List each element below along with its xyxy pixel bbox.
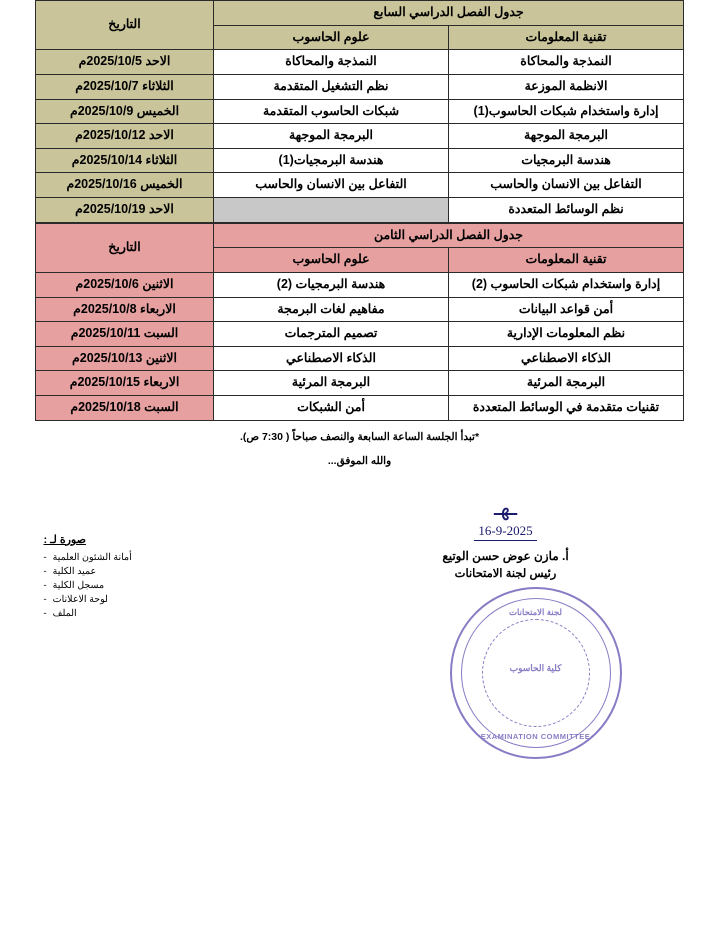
- table-row: [36, 173, 684, 198]
- cell-date: الاربعاء 2025/10/15م: [36, 371, 214, 396]
- footer-area: [36, 495, 684, 795]
- semester8-col-it: تقنية المعلومات: [449, 248, 684, 273]
- cell-it: البرمجة الموجهة: [449, 124, 684, 149]
- table-row: [36, 124, 684, 149]
- list-item: [44, 607, 274, 621]
- table-row: [36, 50, 684, 75]
- cell-cs: نظم التشغيل المتقدمة: [214, 74, 449, 99]
- semester7-date-header: التاريخ: [36, 1, 214, 50]
- cell-it: نظم المعلومات الإدارية: [449, 322, 684, 347]
- signatory-role: رئيس لجنة الامتحانات: [454, 567, 557, 580]
- table-row: [36, 148, 684, 173]
- semester7-col-it: تقنية المعلومات: [449, 25, 684, 50]
- cell-cs: التفاعل بين الانسان والحاسب: [214, 173, 449, 198]
- stamp-top-text: لجنة الامتحانات: [509, 606, 562, 617]
- table-row: [36, 198, 684, 223]
- semester8-table: [35, 223, 684, 421]
- cell-cs: هندسة البرمجيات(1): [214, 148, 449, 173]
- semester8-title: جدول الفصل الدراسي الثامن: [214, 223, 684, 248]
- cell-cs: أمن الشبكات: [214, 396, 449, 421]
- cell-it: أمن قواعد البيانات: [449, 297, 684, 322]
- cell-cs: تصميم المترجمات: [214, 322, 449, 347]
- signature-date: 16-9-2025: [474, 523, 536, 541]
- semester7-table: [35, 0, 684, 223]
- exam-time-note: *تبدأ الجلسة الساعة السابعة والنصف صباحاً ( 7:30 ص).: [239, 430, 480, 443]
- cell-date: الخميس 2025/10/9م: [36, 99, 214, 124]
- cc-item-label: مسجل الكلية: [52, 580, 105, 592]
- cell-it: تقنيات متقدمة في الوسائط المتعددة: [449, 396, 684, 421]
- cc-item-label: عميد الكلية: [52, 566, 97, 578]
- cell-it: نظم الوسائط المتعددة: [449, 198, 684, 223]
- semester8-col-cs: علوم الحاسوب: [214, 248, 449, 273]
- cell-it: الانظمة الموزعة: [449, 74, 684, 99]
- cell-it: هندسة البرمجيات: [449, 148, 684, 173]
- cell-cs: مفاهيم لغات البرمجة: [214, 297, 449, 322]
- stamp-mid-text: كلية الحاسوب: [509, 662, 562, 673]
- cell-date: الثلاثاء 2025/10/14م: [36, 148, 214, 173]
- cell-cs: هندسة البرمجيات (2): [214, 272, 449, 297]
- cell-date: الاحد 2025/10/5م: [36, 50, 214, 75]
- cell-it: النمذجة والمحاكاة: [449, 50, 684, 75]
- signature-block: [356, 495, 656, 580]
- cc-item-label: الملف: [52, 608, 77, 620]
- list-item: [44, 579, 274, 593]
- dash-icon: -: [43, 552, 47, 564]
- table-row: [36, 272, 684, 297]
- cc-title: صورة لـ :: [43, 533, 86, 546]
- cell-it: إدارة واستخدام شبكات الحاسوب (2): [449, 272, 684, 297]
- semester8-title-row: [36, 223, 684, 248]
- dash-icon: -: [43, 594, 47, 606]
- dash-icon: -: [43, 566, 47, 578]
- cell-it: إدارة واستخدام شبكات الحاسوب(1): [449, 99, 684, 124]
- cell-date: الثلاثاء 2025/10/7م: [36, 74, 214, 99]
- signatory-name: أ. مازن عوض حسن الوتيع: [442, 548, 569, 563]
- cell-cs: شبكات الحاسوب المتقدمة: [214, 99, 449, 124]
- cc-item-label: لوحة الاعلانات: [52, 594, 108, 606]
- cc-list: [44, 551, 274, 621]
- handwritten-signature: ـھـ: [493, 494, 518, 520]
- cell-it: البرمجة المرئية: [449, 371, 684, 396]
- table-row: [36, 74, 684, 99]
- cc-item-label: أمانة الشئون العلمية: [52, 552, 132, 564]
- table-row: [36, 322, 684, 347]
- official-stamp: [450, 587, 622, 759]
- semester7-col-cs: علوم الحاسوب: [214, 25, 449, 50]
- semester7-title: جدول الفصل الدراسي السابع: [214, 1, 684, 26]
- table-row: [36, 99, 684, 124]
- cell-date: السبت 2025/10/18م: [36, 396, 214, 421]
- semester8-date-header: التاريخ: [36, 223, 214, 272]
- cell-date: الاثنين 2025/10/6م: [36, 272, 214, 297]
- cell-cs-empty: [214, 198, 449, 223]
- cell-date: الخميس 2025/10/16م: [36, 173, 214, 198]
- list-item: [44, 593, 274, 607]
- table-row: [36, 346, 684, 371]
- table-row: [36, 396, 684, 421]
- dash-icon: -: [43, 580, 47, 592]
- cell-date: الاحد 2025/10/12م: [36, 124, 214, 149]
- cell-cs: البرمجة المرئية: [214, 371, 449, 396]
- table-row: [36, 297, 684, 322]
- list-item: [44, 551, 274, 565]
- list-item: [44, 565, 274, 579]
- cell-date: الاربعاء 2025/10/8م: [36, 297, 214, 322]
- table-row: [36, 371, 684, 396]
- dash-icon: -: [43, 608, 47, 620]
- closing-note: والله الموفق...: [327, 454, 392, 467]
- cell-cs: البرمجة الموجهة: [214, 124, 449, 149]
- cell-cs: النمذجة والمحاكاة: [214, 50, 449, 75]
- cell-cs: الذكاء الاصطناعي: [214, 346, 449, 371]
- stamp-bottom-text: EXAMINATION COMMITTEE: [480, 731, 591, 741]
- semester7-title-row: [36, 1, 684, 26]
- cell-it: الذكاء الاصطناعي: [449, 346, 684, 371]
- cell-date: الاحد 2025/10/19م: [36, 198, 214, 223]
- cell-date: السبت 2025/10/11م: [36, 322, 214, 347]
- cc-block: [44, 533, 274, 621]
- cell-date: الاثنين 2025/10/13م: [36, 346, 214, 371]
- cell-it: التفاعل بين الانسان والحاسب: [449, 173, 684, 198]
